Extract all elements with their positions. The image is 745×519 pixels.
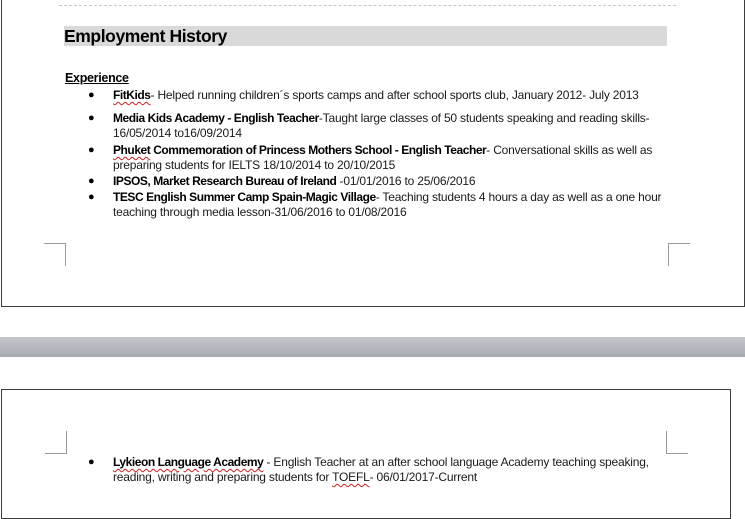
bullet-icon: ● [88, 144, 95, 156]
experience-subheading: Experience [65, 71, 129, 85]
employer-name-flagged: Phuket [113, 143, 151, 157]
employer-name: FitKids [113, 88, 151, 102]
employment-history-heading: Employment History [64, 26, 667, 46]
job-details: -01/01/2016 to 25/06/2016 [336, 174, 476, 188]
bullet-icon: ● [88, 89, 95, 101]
employer-name: TESC English Summer Camp Spain-Magic Village [113, 190, 376, 204]
employer-name: Commemoration of Princess Mothers School - English Teacher [150, 143, 487, 157]
bullet-icon: ● [88, 456, 95, 468]
bullet-icon: ● [88, 175, 95, 187]
experience-list [88, 88, 678, 220]
list-item[interactable] [88, 455, 678, 485]
employer-name: Media Kids Academy - English Teacher [113, 111, 319, 125]
header-boundary-line [59, 5, 676, 6]
margin-corner-mark [668, 243, 690, 266]
margin-corner-mark [45, 431, 67, 454]
margin-corner-mark [666, 431, 688, 454]
job-details: - Helped running children´s sports camps and after school sports club, January 2012- July 2013 [150, 88, 639, 102]
job-details: - English Teacher at an after school language Academy teaching speaking, reading, writing and preparing students for [113, 455, 649, 484]
employer-name: IPSOS, Market Research Bureau of Ireland [113, 174, 337, 188]
list-item[interactable] [88, 111, 678, 141]
employer-name: Lykieon Language Academy [113, 455, 264, 469]
list-item[interactable] [88, 174, 678, 189]
list-item[interactable] [88, 143, 678, 173]
flagged-word: TOEFL [332, 470, 370, 484]
document-page-2[interactable] [1, 389, 731, 519]
job-details-end: - 06/01/2017-Current [369, 470, 477, 484]
bullet-icon: ● [88, 191, 95, 203]
page-gap [0, 337, 745, 357]
job-details: -Taught large classes of 50 students speaking and reading skills- 16/05/2014 to16/09/2014 [113, 111, 650, 140]
list-item[interactable] [88, 190, 678, 220]
job-details: - Teaching students 4 hours a day as well as a one hour teaching through media lesson-31/06/2016 to 01/08/2016 [113, 190, 662, 219]
list-item[interactable] [88, 88, 678, 103]
margin-corner-mark [44, 243, 66, 266]
job-details: - Conversational skills as well as preparing students for IELTS 18/10/2014 to 20/10/2015 [113, 143, 653, 172]
experience-list-continued [88, 455, 678, 485]
bullet-icon: ● [88, 112, 95, 124]
